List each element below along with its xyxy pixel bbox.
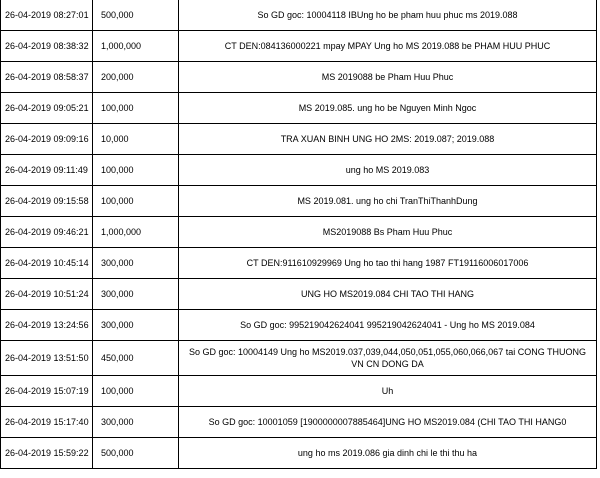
- transaction-description-cell: MS 2019.081. ung ho chi TranThiThanhDung: [179, 186, 597, 217]
- transaction-amount-cell: 100,000: [93, 186, 179, 217]
- table-row: [1, 93, 597, 124]
- transaction-time-cell: 26-04-2019 15:07:19: [1, 376, 93, 407]
- transaction-amount-cell: 500,000: [93, 438, 179, 469]
- transaction-time-cell: 26-04-2019 09:46:21: [1, 217, 93, 248]
- transaction-description-cell: ung ho MS 2019.083: [179, 155, 597, 186]
- transaction-time-cell: 26-04-2019 13:51:50: [1, 341, 93, 376]
- transaction-description-cell: MS2019088 Bs Pham Huu Phuc: [179, 217, 597, 248]
- table-row: [1, 0, 597, 31]
- table-row: [1, 407, 597, 438]
- table-row: [1, 31, 597, 62]
- transaction-amount-cell: 1,000,000: [93, 31, 179, 62]
- transaction-description-cell: So GD goc: 10001059 [1900000007885464]UNG HO MS2019.084 (CHI TAO THI HANG0: [179, 407, 597, 438]
- transaction-time-cell: 26-04-2019 08:38:32: [1, 31, 93, 62]
- transaction-description-cell: So GD goc: 10004149 Ung ho MS2019.037,039,044,050,051,055,060,066,067 tai CONG THUONG VN CN DONG DA: [179, 341, 597, 376]
- transaction-description-cell: CT DEN:084136000221 mpay MPAY Ung ho MS 2019.088 be PHAM HUU PHUC: [179, 31, 597, 62]
- table-row: [1, 310, 597, 341]
- transaction-description-cell: TRA XUAN BINH UNG HO 2MS: 2019.087; 2019.088: [179, 124, 597, 155]
- transaction-amount-cell: 100,000: [93, 93, 179, 124]
- transaction-amount-cell: 300,000: [93, 310, 179, 341]
- transaction-amount-cell: 500,000: [93, 0, 179, 31]
- transaction-amount-cell: 300,000: [93, 407, 179, 438]
- table-row: [1, 62, 597, 93]
- transaction-amount-cell: 200,000: [93, 62, 179, 93]
- transaction-amount-cell: 100,000: [93, 155, 179, 186]
- transaction-amount-cell: 100,000: [93, 376, 179, 407]
- transaction-table-body: [1, 0, 597, 469]
- transaction-time-cell: 26-04-2019 10:51:24: [1, 279, 93, 310]
- transaction-time-cell: 26-04-2019 09:09:16: [1, 124, 93, 155]
- table-row: [1, 279, 597, 310]
- transaction-description-cell: So GD goc: 10004118 IBUng ho be pham huu phuc ms 2019.088: [179, 0, 597, 31]
- transaction-time-cell: 26-04-2019 08:27:01: [1, 0, 93, 31]
- table-row: [1, 217, 597, 248]
- table-row: [1, 124, 597, 155]
- transaction-description-cell: UNG HO MS2019.084 CHI TAO THI HANG: [179, 279, 597, 310]
- table-row: [1, 186, 597, 217]
- transaction-time-cell: 26-04-2019 09:05:21: [1, 93, 93, 124]
- transaction-time-cell: 26-04-2019 13:24:56: [1, 310, 93, 341]
- transaction-description-cell: MS 2019.085. ung ho be Nguyen Minh Ngoc: [179, 93, 597, 124]
- transaction-amount-cell: 300,000: [93, 279, 179, 310]
- transaction-amount-cell: 1,000,000: [93, 217, 179, 248]
- transaction-amount-cell: 10,000: [93, 124, 179, 155]
- transaction-time-cell: 26-04-2019 08:58:37: [1, 62, 93, 93]
- transaction-time-cell: 26-04-2019 15:17:40: [1, 407, 93, 438]
- transaction-time-cell: 26-04-2019 15:59:22: [1, 438, 93, 469]
- transaction-description-cell: CT DEN:911610929969 Ung ho tao thi hang 1987 FT19116006017006: [179, 248, 597, 279]
- table-row: [1, 155, 597, 186]
- transaction-time-cell: 26-04-2019 09:15:58: [1, 186, 93, 217]
- table-row: [1, 438, 597, 469]
- table-row: [1, 248, 597, 279]
- transaction-description-cell: So GD goc: 995219042624041 995219042624041 - Ung ho MS 2019.084: [179, 310, 597, 341]
- transaction-time-cell: 26-04-2019 09:11:49: [1, 155, 93, 186]
- table-row: [1, 341, 597, 376]
- table-row: [1, 376, 597, 407]
- transaction-description-cell: Uh: [179, 376, 597, 407]
- transaction-description-cell: MS 2019088 be Pham Huu Phuc: [179, 62, 597, 93]
- transaction-time-cell: 26-04-2019 10:45:14: [1, 248, 93, 279]
- transaction-amount-cell: 300,000: [93, 248, 179, 279]
- transaction-description-cell: ung ho ms 2019.086 gia dinh chi le thi thu ha: [179, 438, 597, 469]
- transaction-amount-cell: 450,000: [93, 341, 179, 376]
